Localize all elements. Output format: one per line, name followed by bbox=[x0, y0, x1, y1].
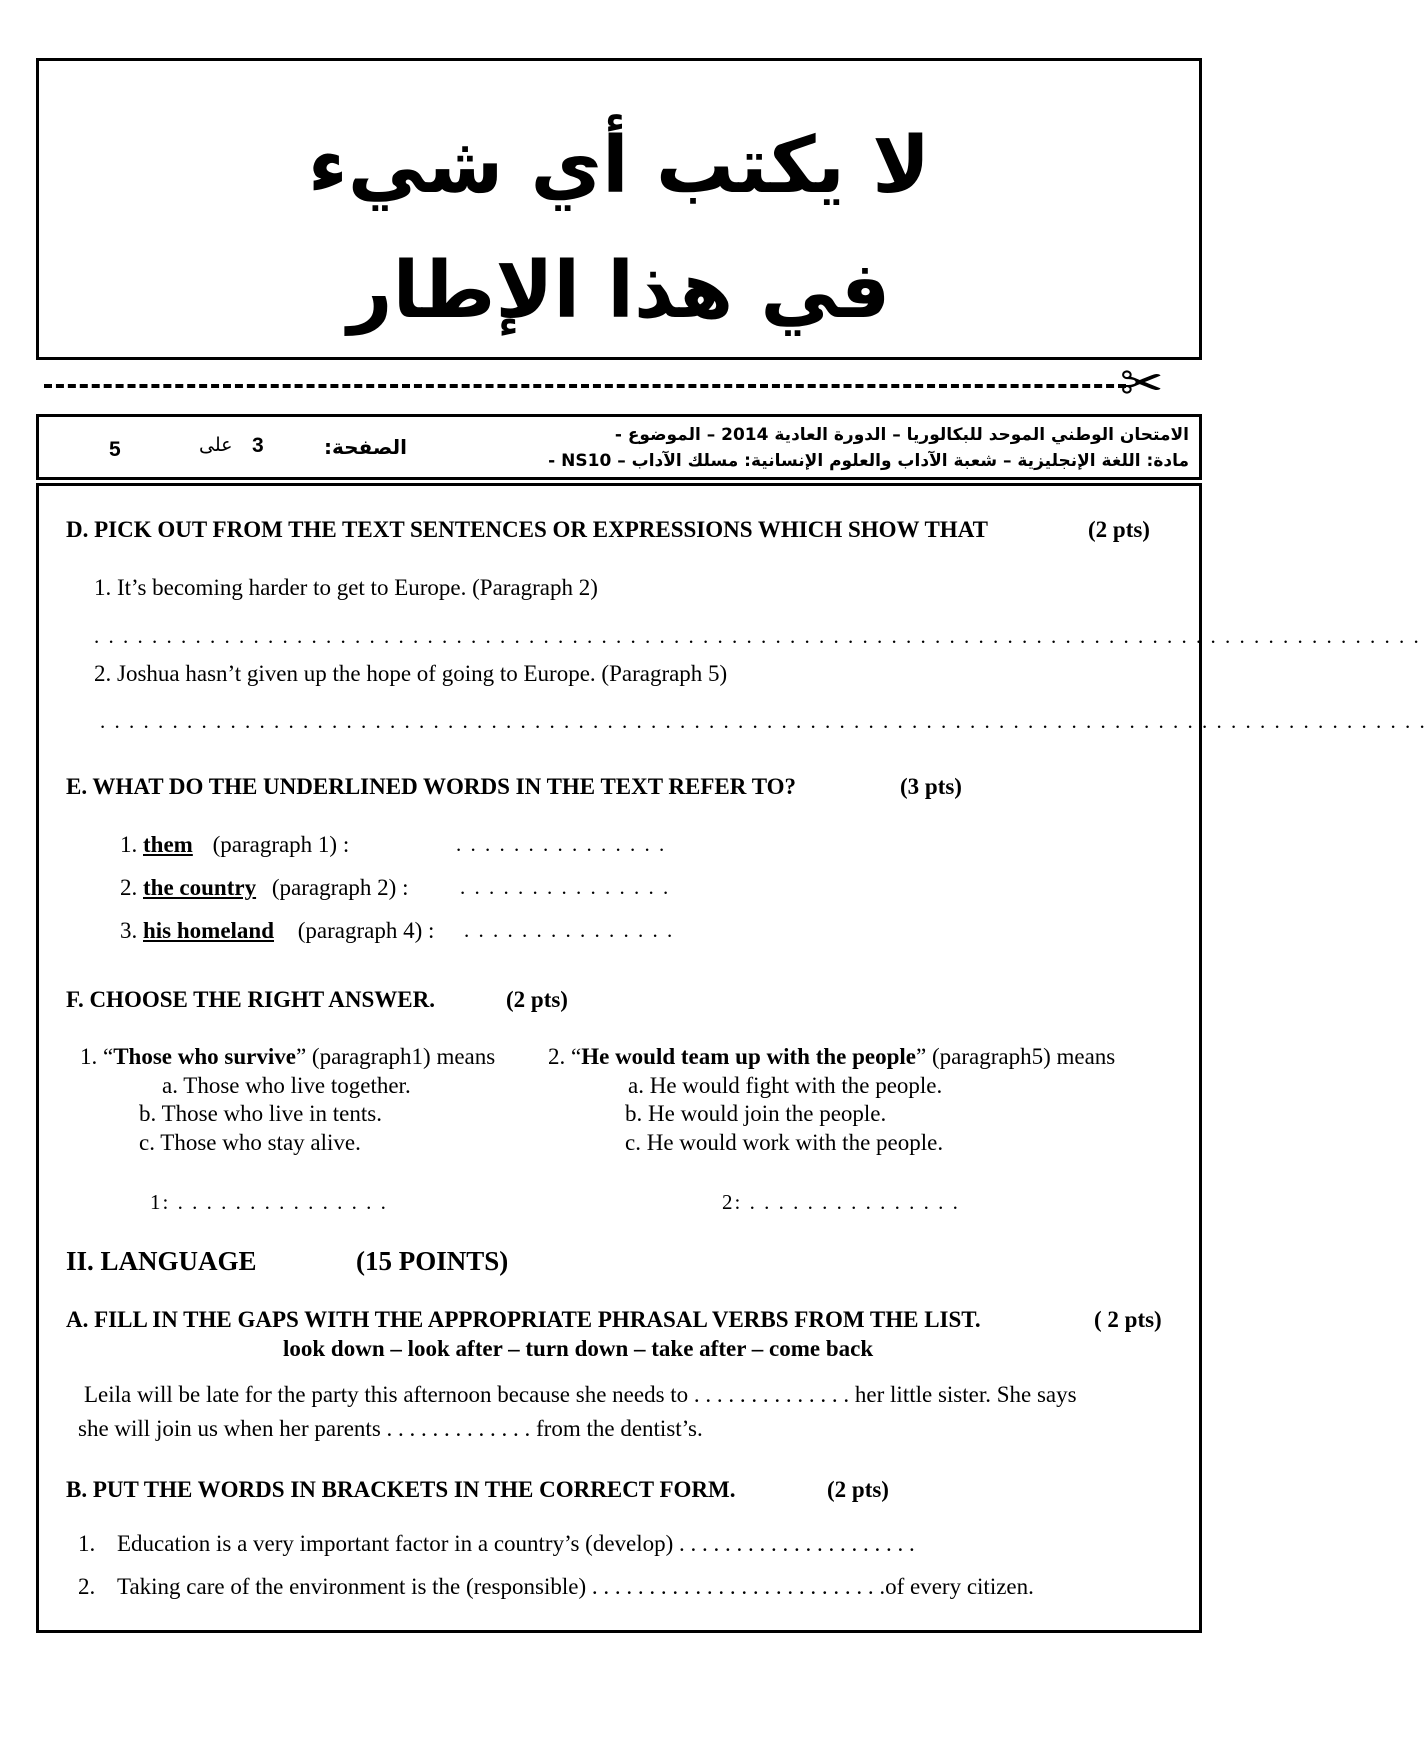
page-of-label: على bbox=[199, 434, 233, 456]
answer-line-d1[interactable]: . . . . . . . . . . . . . . . . . . . . . . . . . . . . . . . . . . . . . . . . . . . . . . . . . . . . . . . . . . . . . . . . . . . . . . . . . . . . . . . . . . . . . . . . . . . . bbox=[94, 624, 1421, 648]
section-f-title: F. CHOOSE THE RIGHT ANSWER. bbox=[66, 987, 435, 1012]
cut-line bbox=[44, 384, 1126, 388]
f2-option-a[interactable]: a. He would fight with the people. bbox=[628, 1073, 943, 1098]
header-subject: مادة: اللغة الإنجليزية – شعبة الآداب والعلوم الإنسانية: مسلك الآداب – NS10 - bbox=[548, 451, 1189, 471]
answer-f1[interactable]: 1: . . . . . . . . . . . . . . . bbox=[150, 1190, 388, 1214]
section-a-title: A. FILL IN THE GAPS WITH THE APPROPRIATE PHRASAL VERBS FROM THE LIST. bbox=[66, 1307, 981, 1332]
section-e-item-2: 2. the country (paragraph 2) : bbox=[120, 875, 409, 900]
phrasal-verbs-list: look down – look after – turn down – take after – come back bbox=[283, 1336, 874, 1361]
page-current: 3 bbox=[252, 434, 264, 457]
answer-f2[interactable]: 2: . . . . . . . . . . . . . . . bbox=[722, 1190, 960, 1214]
answer-e1[interactable]: . . . . . . . . . . . . . . . bbox=[456, 832, 667, 856]
section-b-title: B. PUT THE WORDS IN BRACKETS IN THE CORRECT FORM. bbox=[66, 1477, 736, 1502]
section-a-text-line-2[interactable]: she will join us when her parents . . . . . . . . . . . . . from the dentist’s. bbox=[78, 1416, 703, 1441]
answer-e3[interactable]: . . . . . . . . . . . . . . . bbox=[464, 918, 675, 942]
banner-line-2: في هذا الإطار bbox=[347, 246, 891, 336]
section-d-q1: 1. It’s becoming harder to get to Europe. (Paragraph 2) bbox=[94, 575, 598, 600]
section-f-q1: 1. “Those who survive” (paragraph1) means bbox=[80, 1044, 496, 1069]
section-a-text-line-1[interactable]: Leila will be late for the party this afternoon because she needs to . . . . . . . . . . . . . . her little sister. She says bbox=[84, 1382, 1077, 1407]
underlined-word: his homeland bbox=[143, 918, 275, 943]
section-e-item-1: 1. them (paragraph 1) : bbox=[120, 832, 350, 857]
page-label: الصفحة: bbox=[324, 435, 408, 459]
section-d-points: (2 pts) bbox=[1088, 517, 1150, 542]
f2-option-b[interactable]: b. He would join the people. bbox=[625, 1101, 887, 1126]
do-not-write-frame bbox=[36, 58, 1202, 360]
language-points: (15 POINTS) bbox=[356, 1246, 509, 1276]
section-e-item-3: 3. his homeland (paragraph 4) : bbox=[120, 918, 435, 943]
section-b-item-1[interactable]: 1. Education is a very important factor in a country’s (develop) . . . . . . . . . . . . . . . . . . . . . bbox=[78, 1531, 915, 1556]
section-f-q2: 2. “He would team up with the people” (paragraph5) means bbox=[548, 1044, 1116, 1069]
exam-header bbox=[36, 414, 1202, 480]
header-exam-title: الامتحان الوطني الموحد للبكالوريا – الدورة العادية 2014 – الموضوع - bbox=[614, 425, 1189, 445]
answer-e2[interactable]: . . . . . . . . . . . . . . . bbox=[460, 875, 671, 899]
section-a-points: ( 2 pts) bbox=[1094, 1307, 1162, 1332]
f1-option-b[interactable]: b. Those who live in tents. bbox=[139, 1101, 382, 1126]
page-total: 5 bbox=[109, 438, 121, 461]
section-b-item-2[interactable]: 2. Taking care of the environment is the (responsible) . . . . . . . . . . . . . . . . . . . . . . . . . .of every citizen. bbox=[78, 1574, 1034, 1599]
f1-option-c[interactable]: c. Those who stay alive. bbox=[139, 1130, 361, 1155]
section-d-title: D. PICK OUT FROM THE TEXT SENTENCES OR EXPRESSIONS WHICH SHOW THAT bbox=[66, 517, 988, 542]
f1-option-a[interactable]: a. Those who live together. bbox=[162, 1073, 411, 1098]
scissors-icon: ✂ bbox=[1120, 354, 1164, 414]
f2-option-c[interactable]: c. He would work with the people. bbox=[625, 1130, 944, 1155]
underlined-word: the country bbox=[143, 875, 257, 900]
answer-line-d2[interactable]: . . . . . . . . . . . . . . . . . . . . . . . . . . . . . . . . . . . . . . . . . . . . . . . . . . . . . . . . . . . . . . . . . . . . . . . . . . . . . . . . . . . . . . . . . . . . bbox=[100, 709, 1427, 733]
section-f-points: (2 pts) bbox=[506, 987, 568, 1012]
section-e-title: E. WHAT DO THE UNDERLINED WORDS IN THE TEXT REFER TO? bbox=[66, 774, 797, 799]
section-d-q2: 2. Joshua hasn’t given up the hope of going to Europe. (Paragraph 5) bbox=[94, 661, 728, 686]
language-title: II. LANGUAGE bbox=[66, 1246, 257, 1276]
section-e-points: (3 pts) bbox=[900, 774, 962, 799]
section-b-points: (2 pts) bbox=[827, 1477, 889, 1502]
underlined-word: them bbox=[143, 832, 193, 857]
banner-line-1: لا يكتب أي شيء bbox=[307, 121, 931, 211]
